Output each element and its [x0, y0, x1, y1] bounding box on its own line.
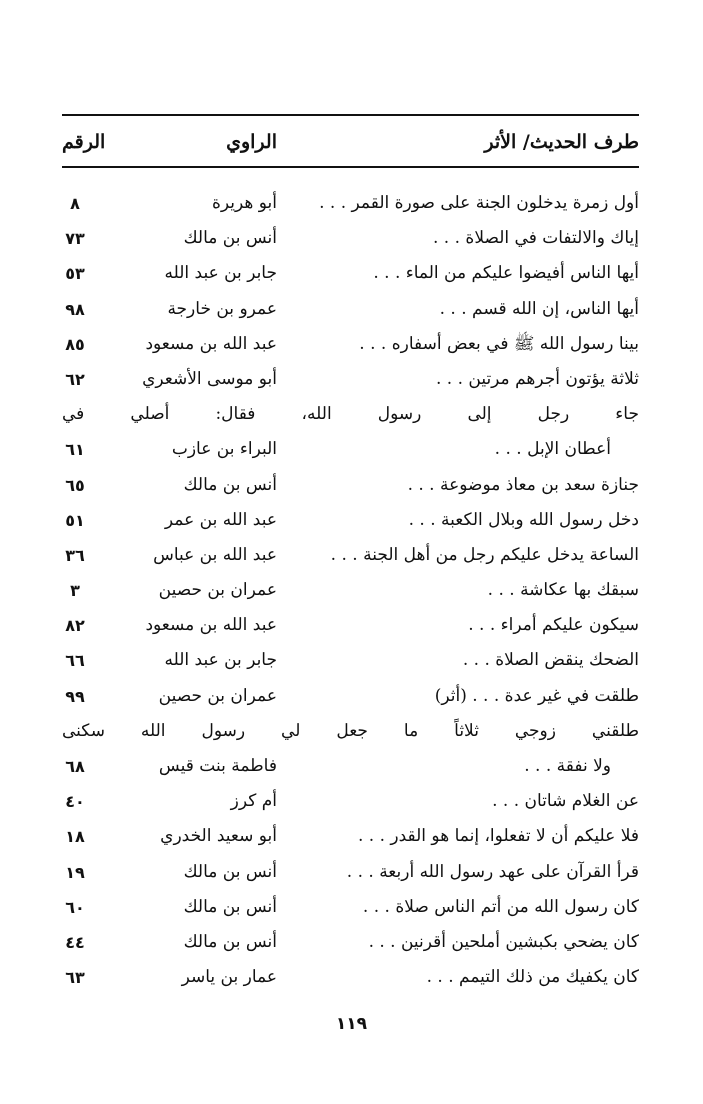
table-row	[62, 679, 639, 714]
table-row	[62, 186, 639, 221]
table-row	[62, 819, 639, 854]
narrator-name: أم كرز	[230, 791, 277, 812]
table-row	[62, 643, 639, 678]
narrator-name: جابر بن عبد الله	[164, 650, 277, 671]
hadith-text: الضحك ينقض الصلاة . . .	[462, 650, 639, 671]
narrator-name: أنس بن مالك	[183, 861, 277, 882]
hadith-text: سبقك بها عكاشة . . .	[487, 580, 639, 601]
header-rule	[62, 166, 639, 168]
hadith-text: أيها الناس، إن الله قسم . . .	[439, 298, 639, 319]
table-row	[62, 573, 639, 608]
narrator-name: أنس بن مالك	[183, 931, 277, 952]
narrator-name: عمران بن حصين	[158, 580, 277, 601]
narrator-name: أبو هريرة	[211, 193, 277, 213]
hadith-text: جنازة سعد بن معاذ موضوعة . . .	[407, 474, 639, 495]
hadith-number: ٨٢	[65, 616, 85, 636]
table-body	[62, 186, 639, 995]
header-hadith: طرف الحديث/ الأثر	[484, 131, 639, 153]
narrator-name: أنس بن مالك	[183, 228, 277, 249]
table-row-wrapped	[62, 714, 639, 749]
hadith-number: ٦٢	[65, 369, 85, 389]
hadith-number: ٧٣	[65, 229, 85, 249]
narrator-name: عبد الله بن مسعود	[145, 615, 277, 636]
table-row	[62, 432, 639, 467]
hadith-number: ٦١	[65, 440, 85, 460]
hadith-number: ٦٥	[65, 475, 85, 495]
hadith-text: إياك والالتفات في الصلاة . . .	[433, 228, 639, 249]
narrator-name: أبو موسى الأشعري	[142, 368, 277, 389]
narrator-name: جابر بن عبد الله	[164, 263, 277, 284]
hadith-number: ٥٣	[65, 264, 85, 284]
hadith-text-continuation: أعطان الإبل . . .	[494, 439, 611, 460]
hadith-text: سيكون عليكم أمراء . . .	[468, 615, 639, 636]
table-row	[62, 327, 639, 362]
hadith-text: ثلاثة يؤتون أجرهم مرتين . . .	[435, 368, 639, 389]
narrator-name: عبد الله بن عمر	[164, 509, 277, 530]
page-number: ١١٩	[335, 1014, 368, 1034]
hadith-number: ١٩	[65, 862, 85, 882]
hadith-text: أيها الناس أفيضوا عليكم من الماء . . .	[373, 263, 639, 284]
hadith-number: ٤٠	[65, 792, 85, 812]
hadith-text: فلا عليكم أن لا تفعلوا، إنما هو القدر . . .	[357, 826, 639, 847]
table-row	[62, 503, 639, 538]
table-row	[62, 855, 639, 890]
narrator-name: أبو سعيد الخدري	[160, 826, 277, 847]
table-row	[62, 468, 639, 503]
header-number: الرقم	[62, 131, 106, 153]
hadith-text: بينا رسول الله ﷺ في بعض أسفاره . . .	[359, 333, 639, 354]
table-row-wrapped	[62, 397, 639, 432]
hadith-text: كان رسول الله من أتم الناس صلاة . . .	[362, 896, 639, 917]
hadith-number: ٣	[70, 581, 80, 601]
table-row	[62, 221, 639, 256]
hadith-text: طلقت في غير عدة . . . (أثر)	[434, 685, 639, 706]
hadith-text: دخل رسول الله وبلال الكعبة . . .	[408, 509, 639, 530]
hadith-number: ٨	[70, 194, 80, 213]
table-row	[62, 608, 639, 643]
table-header	[62, 124, 639, 160]
hadith-number: ٩٨	[65, 299, 85, 319]
hadith-text-continuation: ولا نفقة . . .	[524, 756, 611, 776]
hadith-text: الساعة يدخل عليكم رجل من أهل الجنة . . .	[330, 544, 639, 565]
hadith-number: ٦٨	[65, 757, 85, 776]
table-row	[62, 784, 639, 819]
top-rule	[62, 114, 639, 116]
narrator-name: عمار بن ياسر	[181, 967, 277, 988]
narrator-name: عمران بن حصين	[158, 685, 277, 706]
table-row	[62, 925, 639, 960]
narrator-name: أنس بن مالك	[183, 896, 277, 917]
hadith-number: ٣٦	[65, 545, 85, 565]
hadith-number: ٦٠	[65, 897, 85, 917]
hadith-text: قرأ القرآن على عهد رسول الله أربعة . . .	[346, 861, 639, 882]
table-row	[62, 256, 639, 291]
hadith-number: ٦٣	[65, 968, 85, 988]
narrator-name: فاطمة بنت قيس	[158, 756, 277, 776]
narrator-name: أنس بن مالك	[183, 474, 277, 495]
hadith-number: ٤٤	[65, 932, 85, 952]
hadith-text: طلقني زوجي ثلاثاً ما جعل لي رسول الله سكنى	[62, 720, 639, 741]
narrator-name: عمرو بن خارجة	[167, 298, 277, 319]
hadith-number: ٦٦	[65, 651, 85, 671]
table-row	[62, 538, 639, 573]
hadith-text: أول زمرة يدخلون الجنة على صورة القمر . . .	[319, 193, 639, 213]
hadith-number: ٨٥	[65, 334, 85, 354]
table-row	[62, 749, 639, 784]
hadith-text: كان يضحي بكبشين أملحين أقرنين . . .	[368, 931, 639, 952]
hadith-text: جاء رجل إلى رسول الله، فقال: أصلي في	[62, 404, 639, 425]
table-row	[62, 960, 639, 995]
table-row	[62, 890, 639, 925]
hadith-text: عن الغلام شاتان . . .	[492, 791, 639, 812]
table-row	[62, 292, 639, 327]
narrator-name: عبد الله بن مسعود	[145, 333, 277, 354]
hadith-number: ٥١	[65, 510, 85, 530]
header-narrator: الراوي	[226, 131, 277, 153]
hadith-text: كان يكفيك من ذلك التيمم . . .	[426, 967, 639, 988]
hadith-number: ١٨	[65, 827, 85, 847]
narrator-name: البراء بن عازب	[171, 439, 277, 460]
narrator-name: عبد الله بن عباس	[153, 544, 277, 565]
table-row	[62, 362, 639, 397]
hadith-number: ٩٩	[65, 686, 85, 706]
